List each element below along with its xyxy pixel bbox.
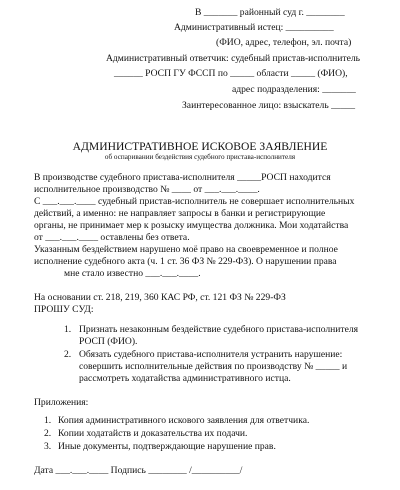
paragraph-line: исполнение судебного акта (ч. 1 ст. 36 ФЗ № 229-ФЗ). О нарушении права bbox=[34, 256, 337, 267]
paragraph-line: С ___.___.____ судебный пристав-исполнитель не совершает исполнительных bbox=[34, 196, 355, 207]
plaintiff-line: Административный истец: __________ bbox=[174, 22, 334, 33]
paragraph-line: В производстве судебного пристава-исполнителя _____РОСП находится bbox=[34, 172, 331, 183]
request-line: РОСП (ФИО). bbox=[79, 336, 138, 347]
attachment-number: 3. bbox=[44, 441, 52, 452]
paragraph-line: органы, не принимает мер к розыску имущества должника. Мои ходатайства bbox=[34, 220, 349, 231]
defendant-address-line: адрес подразделения: _______ bbox=[232, 84, 356, 95]
attachment-number: 2. bbox=[44, 428, 52, 439]
paragraph-line: мне стало известно ___.___.____. bbox=[64, 268, 201, 279]
attachments-heading: Приложения: bbox=[34, 397, 89, 408]
plaintiff-details-line: (ФИО, адрес, телефон, эл. почта) bbox=[216, 37, 352, 48]
paragraph-line: от ___.___.____ оставлены без ответа. bbox=[34, 232, 190, 243]
paragraph-line: Указанным бездействием нарушено моё право на своевременное и полное bbox=[34, 244, 338, 255]
attachment-item: Иные документы, подтверждающие нарушение прав. bbox=[58, 441, 276, 452]
request-line: Обязать судебного пристава-исполнителя устранить нарушение: bbox=[79, 349, 343, 360]
attachment-number: 1. bbox=[44, 415, 52, 426]
defendant-dept-line: ______ РОСП ГУ ФССП по _____ области _____ (ФИО), bbox=[114, 68, 348, 79]
request-line: Признать незаконным бездействие судебного пристава-исполнителя bbox=[79, 324, 359, 335]
attachment-item: Копии ходатайств и доказательства их подачи. bbox=[58, 428, 248, 439]
court-line: В _______ районный суд г. ________ bbox=[195, 7, 345, 18]
attachment-item: Копия административного искового заявления для ответчика. bbox=[58, 415, 310, 426]
document-subtitle: об оспаривании бездействия судебного пристава-исполнителя bbox=[104, 153, 296, 161]
request-line: рассмотреть ходатайства административного истца. bbox=[79, 373, 291, 384]
interested-party-line: Заинтересованное лицо: взыскатель _____ bbox=[182, 100, 356, 111]
request-line: совершить исполнительные действия по производству № _____ и bbox=[79, 361, 348, 372]
document-title: АДМИНИСТРАТИВНОЕ ИСКОВОЕ ЗАЯВЛЕНИЕ bbox=[72, 140, 328, 153]
signature-line: Дата ___.___.____ Подпись ________ /__________/ bbox=[34, 465, 243, 476]
request-heading: ПРОШУ СУД: bbox=[34, 304, 94, 315]
request-number: 1. bbox=[64, 324, 72, 335]
paragraph-line: исполнительное производство № ____ от ___.___.____. bbox=[34, 184, 260, 195]
paragraph-line: действий, а именно: не направляет запросы в банки и регистрирующие bbox=[34, 208, 326, 219]
legal-basis: На основании ст. 218, 219, 360 КАС РФ, ст. 121 ФЗ № 229-ФЗ bbox=[34, 292, 286, 303]
defendant-line: Административный ответчик: судебный пристав-исполнитель bbox=[106, 53, 361, 64]
request-number: 2. bbox=[64, 349, 72, 360]
